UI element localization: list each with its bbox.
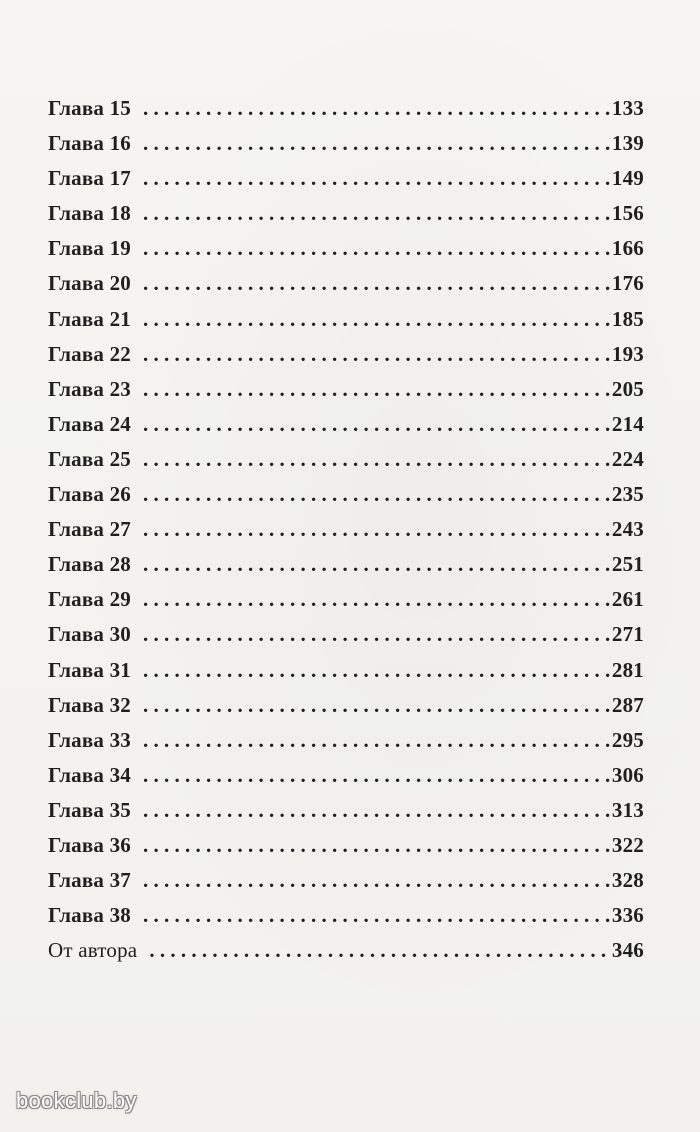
toc-entry: [48, 307, 644, 342]
toc-entry-title: Глава 35: [48, 797, 131, 822]
toc-entry-title: Глава 29: [48, 587, 131, 612]
toc-entry-page: 205: [611, 376, 644, 401]
toc-entry-page: 322: [611, 832, 644, 857]
toc-entry: [48, 201, 644, 236]
toc-leader-dots: [143, 201, 610, 226]
toc-entry-title: Глава 18: [48, 201, 131, 226]
toc-entry-page: 295: [611, 727, 644, 752]
toc-entry-page: 281: [611, 657, 644, 682]
toc-entry-title: Глава 19: [48, 236, 131, 261]
toc-entry-page: 166: [611, 236, 644, 261]
toc-leader-dots: [143, 693, 610, 718]
toc-leader-dots: [143, 903, 610, 928]
toc-entry-title: Глава 22: [48, 341, 131, 366]
toc-entry: [48, 763, 644, 798]
toc-entry-page: 261: [611, 587, 644, 612]
toc-leader-dots: [149, 938, 610, 963]
toc-entry: [48, 236, 644, 271]
toc-entry-title: Глава 32: [48, 692, 131, 717]
toc-entry-title: От автора: [48, 938, 138, 963]
toc-entry-title: Глава 25: [48, 446, 131, 471]
toc-entry-title: Глава 34: [48, 762, 131, 787]
toc-leader-dots: [143, 552, 610, 577]
toc-entry: [48, 447, 644, 482]
toc-entry: [48, 552, 644, 587]
toc-leader-dots: [143, 131, 610, 156]
toc-entry-page: 336: [611, 903, 644, 928]
toc-entry: [48, 587, 644, 622]
toc-entry-title: Глава 27: [48, 517, 131, 542]
table-of-contents: [48, 96, 644, 973]
site-watermark: bookclub.by: [16, 1088, 137, 1113]
toc-entry: [48, 693, 644, 728]
toc-entry: [48, 271, 644, 306]
toc-entry-title: Глава 21: [48, 306, 131, 331]
toc-entry-page: 287: [611, 692, 644, 717]
toc-entry: [48, 868, 644, 903]
toc-leader-dots: [143, 447, 610, 472]
toc-leader-dots: [143, 658, 610, 683]
toc-leader-dots: [143, 868, 610, 893]
toc-entry: [48, 166, 644, 201]
toc-entry: [48, 658, 644, 693]
toc-entry-page: 214: [611, 411, 644, 436]
toc-leader-dots: [143, 236, 610, 261]
toc-entry-page: 133: [611, 96, 644, 120]
toc-leader-dots: [143, 342, 610, 367]
toc-entry-page: 243: [611, 517, 644, 542]
toc-entry-title: Глава 17: [48, 166, 131, 191]
toc-entry-title: Глава 33: [48, 727, 131, 752]
toc-entry-title: Глава 15: [48, 96, 131, 120]
toc-entry: [48, 728, 644, 763]
toc-entry: [48, 377, 644, 412]
toc-entry: [48, 342, 644, 377]
toc-leader-dots: [143, 166, 610, 191]
toc-entry-page: 139: [611, 131, 644, 156]
toc-entry-title: Глава 16: [48, 131, 131, 156]
toc-entry-title: Глава 28: [48, 552, 131, 577]
toc-entry-title: Глава 30: [48, 622, 131, 647]
toc-leader-dots: [143, 96, 610, 121]
toc-entry-page: 313: [611, 797, 644, 822]
toc-entry-page: 235: [611, 482, 644, 507]
toc-leader-dots: [143, 728, 610, 753]
toc-entry: [48, 517, 644, 552]
toc-entry-title: Глава 31: [48, 657, 131, 682]
toc-entry-page: 306: [611, 762, 644, 787]
toc-leader-dots: [143, 271, 610, 296]
toc-entry-page: 328: [611, 868, 644, 893]
toc-leader-dots: [143, 517, 610, 542]
toc-entry-page: 251: [611, 552, 644, 577]
toc-entry-page: 185: [611, 306, 644, 331]
toc-entry: [48, 412, 644, 447]
toc-entry-title: Глава 23: [48, 376, 131, 401]
toc-entry-page: 176: [611, 271, 644, 296]
toc-entry-title: Глава 20: [48, 271, 131, 296]
toc-entry-title: Глава 24: [48, 411, 131, 436]
toc-entry-page: 156: [611, 201, 644, 226]
toc-leader-dots: [143, 587, 610, 612]
toc-entry: [48, 622, 644, 657]
toc-entry-title: Глава 36: [48, 832, 131, 857]
toc-leader-dots: [143, 307, 610, 332]
toc-entry: [48, 131, 644, 166]
toc-entry-author-note: [48, 938, 644, 973]
toc-entry-page: 346: [611, 938, 644, 963]
toc-entry: [48, 482, 644, 517]
toc-entry-page: 193: [611, 341, 644, 366]
toc-leader-dots: [143, 482, 610, 507]
toc-leader-dots: [143, 833, 610, 858]
toc-entry-title: Глава 37: [48, 868, 131, 893]
toc-entry-title: Глава 26: [48, 482, 131, 507]
toc-leader-dots: [143, 412, 610, 437]
toc-leader-dots: [143, 763, 610, 788]
toc-leader-dots: [143, 798, 610, 823]
toc-entry-page: 224: [611, 446, 644, 471]
toc-entry-title: Глава 38: [48, 903, 131, 928]
toc-entry: [48, 903, 644, 938]
toc-leader-dots: [143, 622, 610, 647]
toc-entry-page: 271: [611, 622, 644, 647]
toc-entry-page: 149: [611, 166, 644, 191]
toc-leader-dots: [143, 377, 610, 402]
toc-entry: [48, 798, 644, 833]
toc-entry: [48, 833, 644, 868]
toc-entry: [48, 96, 644, 131]
